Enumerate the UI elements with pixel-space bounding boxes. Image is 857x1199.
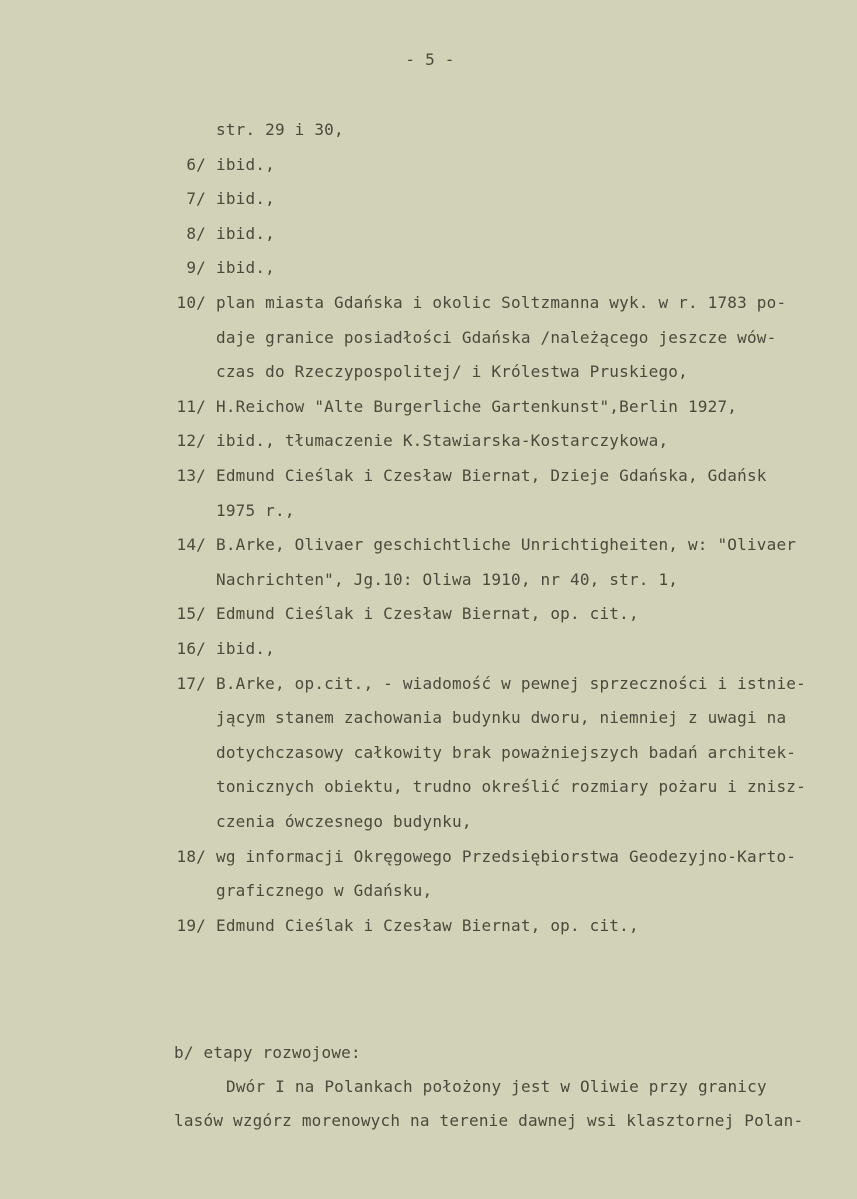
footnote-text: ibid., bbox=[216, 154, 275, 174]
footnote-text: ibid., bbox=[216, 639, 275, 658]
footnote-text: czenia ówczesnego budynku, bbox=[216, 812, 472, 831]
footnote-text: Edmund Cieślak i Czesław Biernat, Dzieje Gdańska, Gdańsk bbox=[216, 466, 767, 485]
section-heading: b/ etapy rozwojowe: bbox=[174, 1043, 361, 1062]
footnote-number: 19/ bbox=[176, 915, 206, 935]
footnote-number: 11/ bbox=[176, 396, 206, 416]
footnote-text: ibid., bbox=[216, 189, 275, 209]
footnote-number: 12/ bbox=[176, 431, 206, 451]
footnote-number: 16/ bbox=[176, 639, 206, 658]
footnote-text: czas do Rzeczypospolitej/ i Królestwa Pruskiego, bbox=[216, 362, 688, 382]
paragraph-line: lasów wzgórz morenowych na terenie dawnej wsi klasztornej Polan- bbox=[174, 1111, 804, 1130]
footnote-number: 10/ bbox=[176, 293, 206, 312]
footnote-number: 8/ bbox=[186, 223, 206, 243]
footnote-text: tonicznych obiektu, trudno określić rozmiary pożaru i znisz- bbox=[216, 777, 806, 797]
footnote-number: 13/ bbox=[176, 466, 206, 485]
footnote-text: H.Reichow "Alte Burgerliche Gartenkunst",Berlin 1927, bbox=[216, 396, 738, 416]
footnote-text: graficznego w Gdańsku, bbox=[216, 881, 433, 901]
footnote-text: str. 29 i 30, bbox=[216, 120, 344, 139]
footnote-number: 17/ bbox=[176, 673, 206, 693]
footnote-text: 1975 r., bbox=[216, 500, 295, 520]
footnote-text: ibid., bbox=[216, 258, 275, 278]
footnote-text: Nachrichten", Jg.10: Oliwa 1910, nr 40, str. 1, bbox=[216, 569, 679, 589]
footnote-text: jącym stanem zachowania budynku dworu, niemniej z uwagi na bbox=[216, 708, 787, 728]
footnote-number: 18/ bbox=[176, 846, 206, 866]
paragraph-line: Dwór I na Polankach położony jest w Oliwie przy granicy bbox=[226, 1077, 767, 1096]
footnote-text: dotychczasowy całkowity brak poważniejszych badań architek- bbox=[216, 742, 797, 762]
footnote-text: B.Arke, Olivaer geschichtliche Unrichtigheiten, w: "Olivaer bbox=[216, 535, 797, 555]
footnote-number: 7/ bbox=[186, 189, 206, 209]
page-number: - 5 - bbox=[405, 50, 455, 69]
footnote-text: ibid., bbox=[216, 223, 275, 243]
footnote-text: B.Arke, op.cit., - wiadomość w pewnej sprzeczności i istnie- bbox=[216, 673, 806, 693]
footnote-number: 15/ bbox=[176, 604, 206, 624]
footnote-text: Edmund Cieślak i Czesław Biernat, op. cit., bbox=[216, 604, 639, 624]
footnote-number: 9/ bbox=[186, 258, 206, 278]
footnote-number: 6/ bbox=[186, 154, 206, 174]
footnote-text: ibid., tłumaczenie K.Stawiarska-Kostarczykowa, bbox=[216, 431, 669, 451]
footnote-number: 14/ bbox=[176, 535, 206, 555]
footnote-text: daje granice posiadłości Gdańska /należącego jeszcze wów- bbox=[216, 327, 777, 347]
footnote-text: plan miasta Gdańska i okolic Soltzmanna wyk. w r. 1783 po- bbox=[216, 293, 787, 312]
footnote-text: wg informacji Okręgowego Przedsiębiorstwa Geodezyjno-Karto- bbox=[216, 846, 797, 866]
footnote-text: Edmund Cieślak i Czesław Biernat, op. cit., bbox=[216, 915, 639, 935]
